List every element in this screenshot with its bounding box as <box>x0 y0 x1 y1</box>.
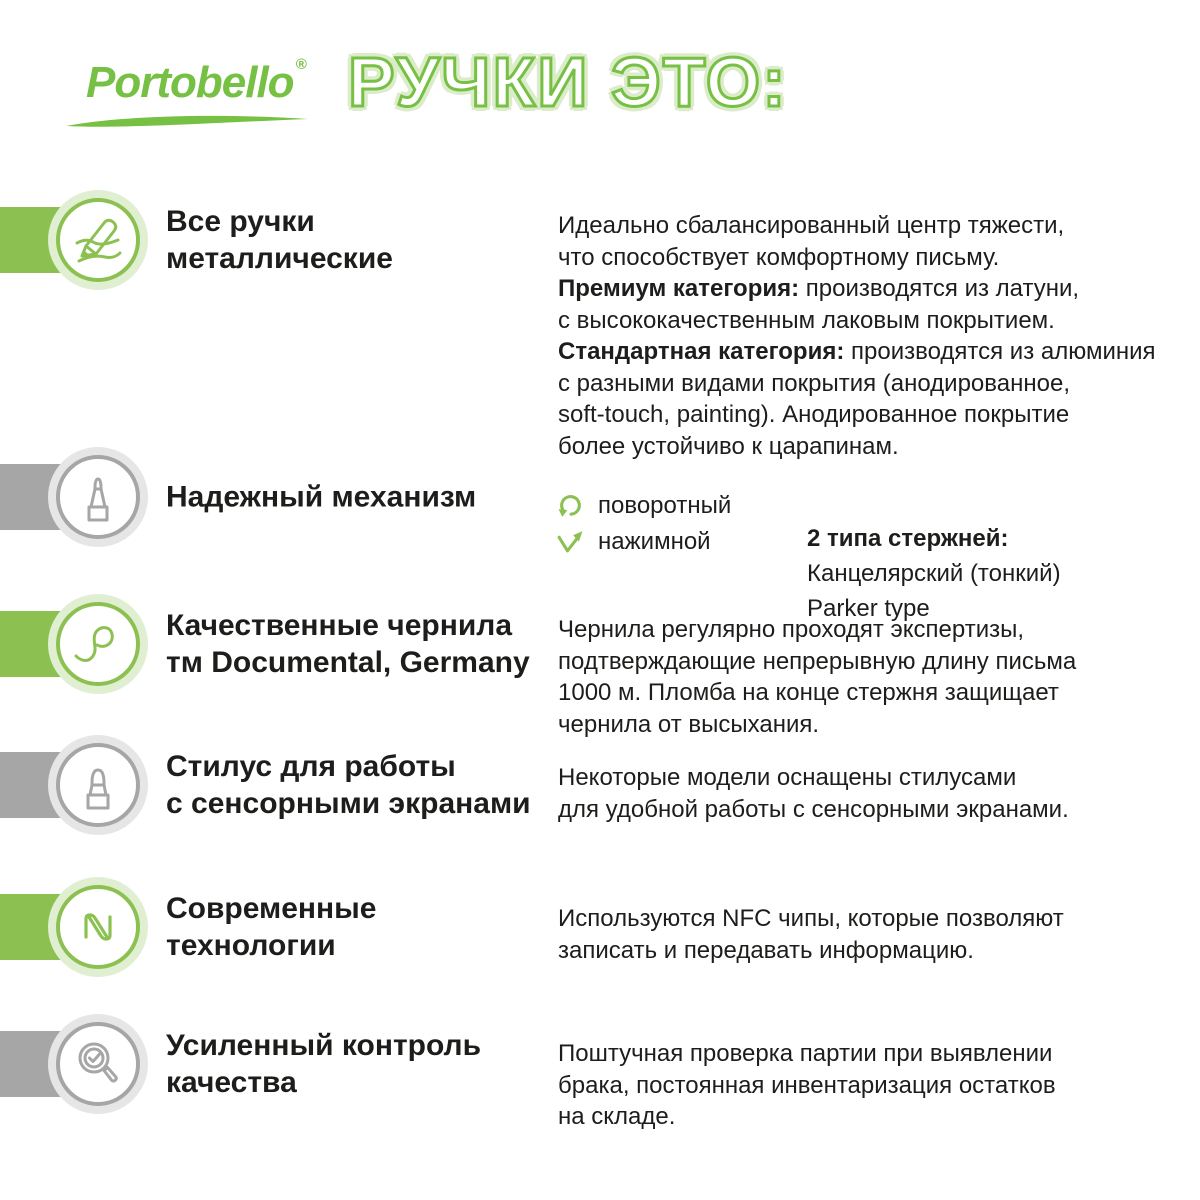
feature-title: Все ручки металлические <box>166 205 393 275</box>
brand-logo-text: Portobello <box>86 58 294 107</box>
refill-types-title: 2 типа стержней: <box>807 525 1009 552</box>
standard-category-text: производятся из алюминия с разными видами покрытия (анодированное, soft-touch, painting). Анодированное покрытие более устойчиво к царапинам. <box>558 338 1156 460</box>
feature-description: Некоторые модели оснащены стилусами для удобной работы с сенсорными экранами. <box>558 764 1069 823</box>
feature-title: Качественные чернила тм Documental, Germany <box>166 609 530 679</box>
feature-title: Надежный механизм <box>166 480 477 514</box>
registered-trademark: ® <box>295 56 306 73</box>
feature-title: Усиленный контроль качества <box>166 1029 482 1099</box>
refill-types-items: Канцелярский (тонкий) Parker type <box>807 560 1061 622</box>
premium-category-text: производятся из латуни, с высококачественным лаковым покрытием. <box>558 275 1080 334</box>
mechanism-label: нажимной <box>598 528 711 555</box>
magnifier-check-icon <box>70 1036 126 1092</box>
page-title: РУЧКИ ЭТО: <box>348 43 788 121</box>
feature-title: Современные технологии <box>166 892 377 962</box>
feature-description: Используются NFC чипы, которые позволяют записать и передавать информацию. <box>558 905 1064 964</box>
feature-icon-circle <box>56 1022 140 1106</box>
premium-category-label: Премиум категория: <box>558 275 800 302</box>
feature-description: Чернила регулярно проходят экспертизы, подтверждающие непрерывную длину письма 1000 м. Пломба на конце стержня защищает чернила от высыхания. <box>558 616 1077 738</box>
description-intro: Идеально сбалансированный центр тяжести, что способствует комфортному письму. <box>558 212 1065 271</box>
feature-description: Поштучная проверка партии при выявлении брака, постоянная инвентаризация остатков на складе. <box>558 1040 1056 1130</box>
feature-title: Стилус для работы с сенсорными экранами <box>166 750 531 820</box>
standard-category-label: Стандартная категория: <box>558 338 845 365</box>
mechanism-label: поворотный <box>598 492 732 519</box>
